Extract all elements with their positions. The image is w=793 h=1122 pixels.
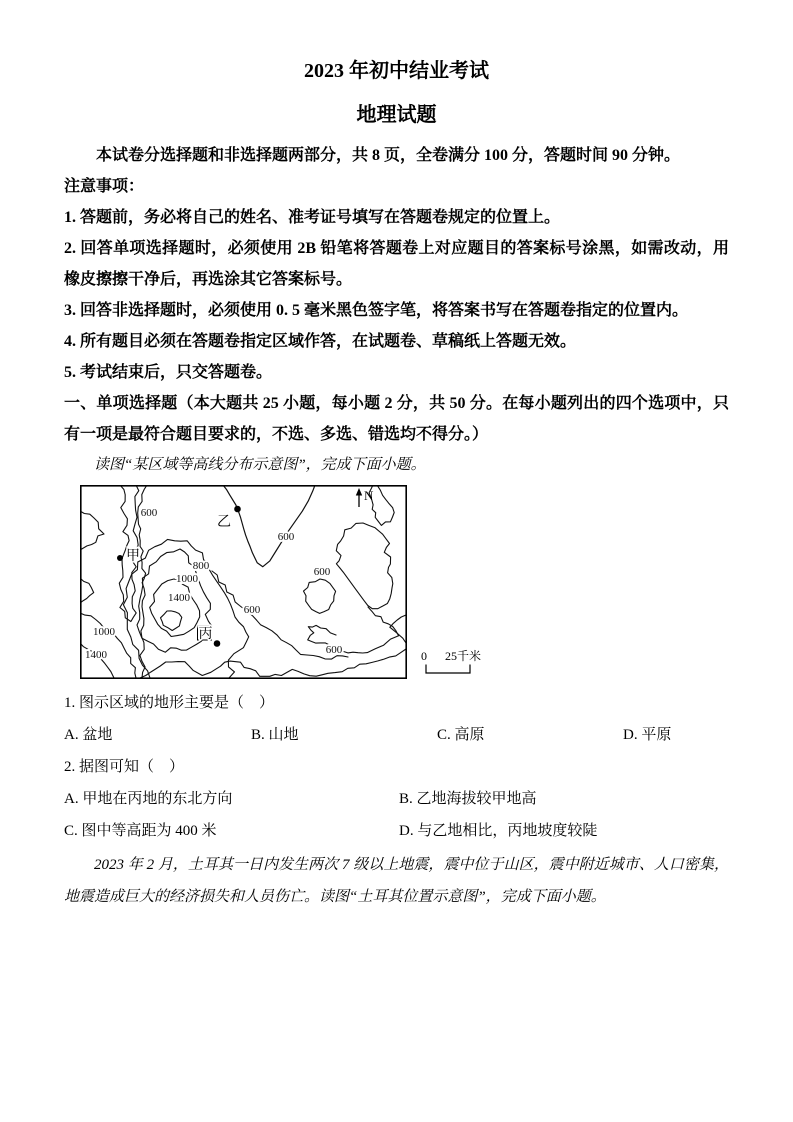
notice-item-2: 2. 回答单项选择题时，必须使用 2B 铅笔将答题卷上对应题目的答案标号涂黑，如需改动，用橡皮擦擦干净后，再选涂其它答案标号。 — [64, 240, 729, 288]
contour-line-tailR — [342, 607, 399, 653]
contour-elevation-label: 800 — [192, 560, 210, 572]
option-1b: B. 山地 — [251, 727, 299, 743]
closing-paragraph: 2023 年 2 月，土耳其一日内发生两次 7 级以上地震，震中位于山区，震中附近城市、人口密集，地震造成巨大的经济损失和人员伤亡。读图“土耳其位置示意图”，完成下面小题。 — [64, 857, 729, 905]
exam-intro: 本试卷分选择题和非选择题两部分，共 8 页，全卷满分 100 分，答题时间 90 分钟。 — [96, 147, 681, 164]
map-point-bing — [198, 626, 221, 647]
map-point-yi — [217, 506, 241, 530]
question-1-stem: 1. 图示区域的地形主要是（ ） — [64, 695, 275, 711]
contour-line-valley — [223, 485, 315, 567]
notice-item-4: 4. 所有题目必须在答题卷指定区域作答，在试题卷、草稿纸上答题无效。 — [64, 333, 577, 350]
notice-item-1: 1. 答题前，务必将自己的姓名、准考证号填写在答题卷规定的位置上。 — [64, 209, 561, 226]
contour-line-blobTL — [80, 511, 104, 550]
notice-heading: 注意事项： — [64, 178, 145, 195]
scale-distance: 25千米 — [445, 649, 482, 663]
option-1a: A. 盆地 — [64, 727, 113, 743]
contour-map — [80, 485, 490, 681]
scale-zero: 0 — [421, 649, 427, 663]
question-1-options — [64, 719, 729, 751]
contour-map-figure — [80, 485, 729, 681]
option-2a: A. 甲地在丙地的东北方向 — [64, 791, 233, 807]
north-label: N — [364, 488, 374, 503]
option-1d: D. 平原 — [623, 727, 672, 743]
page-subtitle: 地理试题 — [356, 104, 437, 126]
notice-item-3: 3. 回答非选择题时，必须使用 0. 5 毫米黑色签字笔，将答案书写在答题卷指定的位置内。 — [64, 302, 689, 319]
point-yi-dot — [234, 506, 241, 513]
contour-line-bottom600 — [140, 649, 406, 678]
contour-line-hook — [308, 625, 336, 646]
map-border — [81, 486, 406, 678]
contour-lines — [80, 485, 406, 678]
option-2d: D. 与乙地相比，丙地坡度较陡 — [399, 823, 598, 839]
option-2c: C. 图中等高距为 400 米 — [64, 823, 217, 839]
contour-elevation-label: 600 — [325, 644, 343, 656]
contour-elevation-label: 600 — [140, 507, 158, 519]
contour-elevation-label: 1400 — [85, 649, 107, 661]
notice-item-5: 5. 考试结束后，只交答题卷。 — [64, 364, 273, 381]
section-header: 一、单项选择题（本大题共 25 小题，每小题 2 分，共 50 分。在每小题列出的四个选项中，只有一项是最符合题目要求的，不选、多选、错选均不得分。） — [64, 395, 729, 443]
contour-elevation-label: 1000 — [93, 626, 115, 638]
contour-elevation-label: 600 — [277, 531, 295, 543]
option-2b: B. 乙地海拔较甲地高 — [399, 791, 537, 807]
contour-line-blobTL2 — [80, 578, 94, 603]
map-point-jia — [117, 548, 140, 564]
figure-intro: 读图“某区域等高线分布示意图”，完成下面小题。 — [94, 457, 426, 473]
question-2-stem: 2. 据图可知（ ） — [64, 759, 185, 775]
point-yi-label: 乙 — [217, 515, 231, 530]
page-title: 2023 年初中结业考试 — [304, 60, 489, 82]
contour-elevation-label: 1400 — [168, 592, 190, 604]
contour-elevation-label: 1000 — [176, 573, 198, 585]
point-jia-label: 甲 — [126, 549, 140, 564]
point-jia-dot — [117, 555, 123, 561]
point-bing-dot — [214, 640, 221, 647]
contour-line-loop600 — [304, 579, 336, 613]
contour-elevation-label: 600 — [243, 604, 261, 616]
scale-bar — [421, 648, 481, 673]
contour-line-blobR — [336, 523, 393, 609]
question-2-options-row-1 — [64, 783, 729, 815]
contour-line-inner — [161, 611, 182, 631]
contour-line-ring1400 — [150, 579, 200, 637]
scale-bar-line — [426, 665, 470, 674]
question-2-options-row-2 — [64, 815, 729, 847]
point-bing-label: 丙 — [198, 626, 213, 642]
contour-elevation-label: 600 — [313, 566, 331, 578]
option-1c: C. 高原 — [437, 727, 485, 743]
north-arrow — [356, 488, 374, 507]
